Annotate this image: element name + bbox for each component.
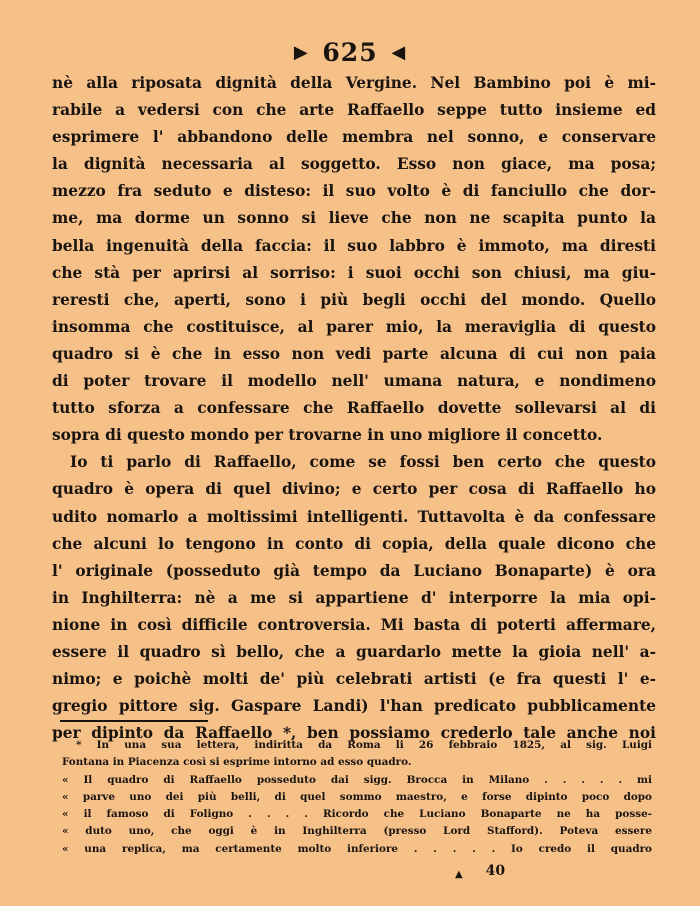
footnote-line: « duto uno, che oggi è in Inghilterra (presso Lord Stafford). Poteva essere: [62, 825, 652, 838]
text-line: sopra di questo mondo per trovarne in uno migliore il concetto.: [52, 426, 603, 445]
signature-number: 40: [485, 863, 506, 879]
text-line: essere il quadro sì bello, che a guardarlo mette la gioia nell' a-: [52, 642, 656, 661]
triangle-icon: ▲: [455, 869, 463, 880]
text-line: in Inghilterra: nè a me si appartiene d' interporre la mia opi-: [52, 588, 656, 607]
text-line: nione in così difficile controversia. Mi basta di poterti affermare,: [52, 615, 656, 634]
paragraph-first-line: Io ti parlo di Raffaello, come se fossi ben certo che questo: [70, 453, 656, 472]
text-line: udito nomarlo a moltissimi intelligenti. Tuttavolta è da confessare: [52, 507, 656, 526]
text-line: l' originale (posseduto già tempo da Luciano Bonaparte) è ora: [52, 561, 656, 580]
text-line: mezzo fra seduto e disteso: il suo volto è di fanciullo che dor-: [52, 182, 656, 201]
footnotes: [62, 737, 652, 858]
page-header: [0, 38, 700, 67]
text-line: gregio pittore sig. Gaspare Landi) l'han predicato pubblicamente: [52, 697, 656, 716]
text-line: la dignità necessaria al soggetto. Esso non giace, ma posa;: [52, 155, 656, 174]
text-line: nè alla riposata dignità della Vergine. Nel Bambino poi è mi-: [52, 74, 656, 92]
text-line: quadro è opera di quel divino; e certo per cosa di Raffaello ho: [52, 480, 656, 499]
text-line: per dipinto da Raffaello *, ben possiamo crederlo tale anche noi: [52, 724, 656, 743]
text-line: bella ingenuità della faccia: il suo labbro è immoto, ma diresti: [52, 236, 656, 255]
text-line: insomma che costituisce, al parer mio, la meraviglia di questo: [52, 317, 656, 336]
text-line: esprimere l' abbandono delle membra nel sonno, e conservare: [52, 128, 656, 147]
page-number: 625: [322, 38, 378, 67]
text-line: di poter trovare il modello nell' umana natura, e nondimeno: [52, 372, 656, 391]
right-ornament-icon: ◀: [391, 42, 407, 63]
signature-mark: [455, 863, 505, 880]
footnote-line: « Il quadro di Raffaello posseduto dai sigg. Brocca in Milano . . . . . mi: [62, 773, 652, 786]
text-line: quadro si è che in esso non vedi parte alcuna di cui non paia: [52, 344, 656, 363]
main-text: [52, 70, 656, 747]
footnote-line: Fontana in Piacenza così si esprime intorno ad esso quadro.: [62, 756, 412, 769]
footnote-line: « una replica, ma certamente molto inferiore . . . . . Io credo il quadro: [62, 842, 652, 855]
footnote-line: * In una sua lettera, indiritta da Roma li 26 febbraio 1825, al sig. Luigi: [76, 739, 652, 751]
text-line: che alcuni lo tengono in conto di copia, della quale dicono che: [52, 534, 656, 553]
text-line: tutto sforza a confessare che Raffaello dovette sollevarsi al di: [52, 399, 656, 418]
footnote-line: « parve uno dei più belli, di quel sommo maestro, e forse dipinto poco dopo: [62, 790, 652, 803]
text-line: che stà per aprirsi al sorriso: i suoi occhi son chiusi, ma giu-: [52, 263, 656, 282]
text-line: me, ma dorme un sonno si lieve che non ne scapita punto la: [52, 209, 656, 228]
text-line: nimo; e poichè molti de' più celebrati artisti (e fra questi l' e-: [52, 670, 656, 689]
text-line: rabile a vedersi con che arte Raffaello seppe tutto insieme ed: [52, 101, 656, 120]
left-ornament-icon: ▶: [293, 42, 309, 63]
text-line: reresti che, aperti, sono i più begli occhi del mondo. Quello: [52, 290, 656, 309]
footnote-divider: [60, 720, 208, 722]
footnote-line: « il famoso di Foligno . . . . Ricordo che Luciano Bonaparte ne ha posse-: [62, 808, 652, 821]
